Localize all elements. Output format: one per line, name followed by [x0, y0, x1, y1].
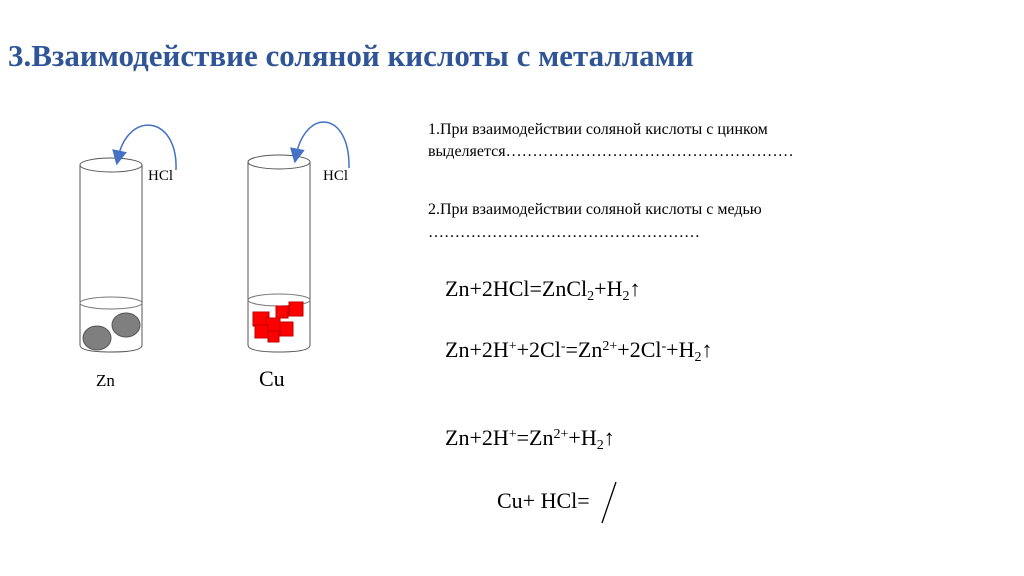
- no-reaction-strike: [602, 482, 616, 523]
- crossed-equals-sign: =: [577, 488, 590, 513]
- reagent-label-right: HCl: [323, 168, 349, 184]
- question-1-line-2: выделяется………………………………………………: [428, 143, 794, 160]
- equation-full-ionic: $Zn+2H^++2Cl^-=Zn^{2+}+2Cl^-+H_2↑$: [445, 337, 713, 365]
- pour-arrow-right: [296, 122, 349, 168]
- equation-copper-no-reaction: Cu+ HCl=: [497, 488, 590, 513]
- slide-title: 3.Взаимодействие соляной кислоты с металлами: [8, 38, 694, 73]
- test-tube-cu: [248, 155, 310, 352]
- question-2-line-2: ……………………………………………: [428, 224, 700, 241]
- equation-short-ionic: $Zn+2H^+=Zn^{2+}+H_2↑$: [445, 425, 615, 453]
- test-tube-zn: [80, 158, 142, 352]
- question-1-line-1: 1.При взаимодействии соляной кислоты с цинком: [428, 121, 768, 138]
- metal-label-cu: Cu: [259, 366, 285, 391]
- pour-arrow-left: [118, 125, 176, 170]
- zinc-granule: [83, 326, 111, 350]
- metal-label-zn: Zn: [96, 371, 115, 390]
- reagent-label-left: HCl: [148, 168, 174, 184]
- question-2-line-1: 2.При взаимодействии соляной кислоты с медью: [428, 201, 762, 218]
- zinc-granule: [112, 313, 140, 337]
- copper-pieces: [253, 302, 303, 342]
- equation-molecular: $Zn+2HCl=ZnCl_2+H_2↑$: [445, 276, 641, 304]
